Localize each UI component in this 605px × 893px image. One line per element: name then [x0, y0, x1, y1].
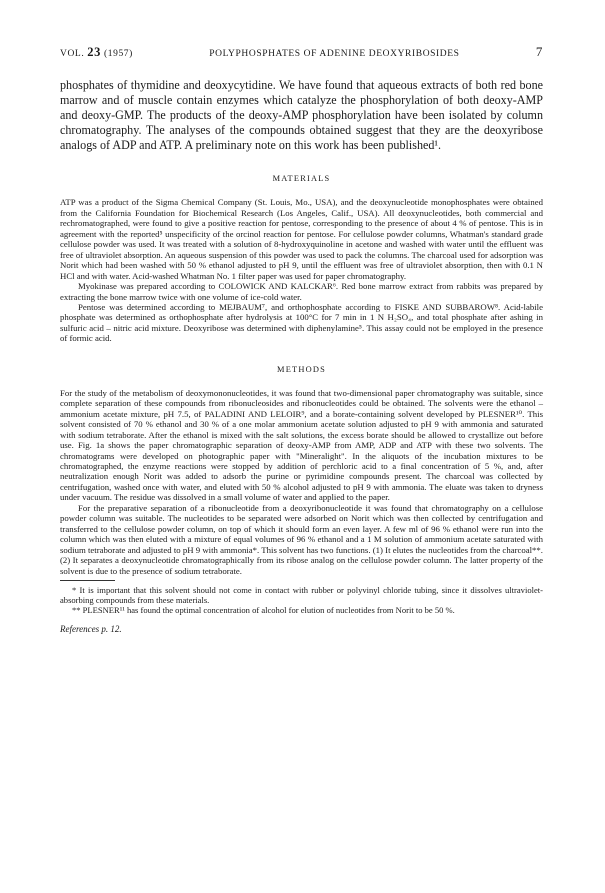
methods-heading: METHODS: [277, 364, 326, 374]
materials-paragraph: ATP was a product of the Sigma Chemical Company (St. Louis, Mo., USA), and the deoxynucleotide monophosphates were obtained from the California Foundation for Biochemical Research (Los Angeles, Calif., USA). All deoxynucleotides, both commercial and rechromatographed, were found to give a positive reaction for pentose, corresponding to the presence of about 4 % of pentose. This is in agreement with the reported⁵ unspecificity of the orcinol reaction for pentose. For cellulose powder columns, Whatman's standard grade cellulose powder was used. It was treated with a solution of 8-hydroxyquinoline in acetone and washed with water until the effluent was free of ultraviolet absorption. An aqueous suspension of this powder was used to pack the columns. The charcoal used for adsorption was Norit which had been washed with 50 % ethanol adjusted to pH 9, until the effluent was free of ultraviolet absorption, then with 0.1 N HCl and with water. Acid-washed Whatman No. 1 filter paper was used for paper chromatography.: [60, 197, 543, 281]
footnote-divider: [60, 580, 115, 581]
volume-info: [60, 45, 133, 60]
running-title: POLYPHOSPHATES OF ADENINE DEOXYRIBOSIDES: [209, 49, 460, 59]
references-note: References p. 12.: [60, 623, 122, 634]
materials-paragraph: Pentose was determined according to MEJBAUM⁷, and orthophosphate according to FISKE AND SUBBAROW⁸. Acid-labile phosphate was determined as orthophosphate after hydrolysis at 100°C for 7 min in 1 N H₂SO₄, and total phosphate after ashing in sulfuric acid – nitric acid mixture. Deoxyribose was determined with diphenylamine⁵. This assay could not be employed in the presence of formic acid.: [60, 302, 543, 344]
running-header: [60, 44, 543, 60]
volume-prefix: VOL.: [60, 49, 85, 59]
intro-paragraph: phosphates of thymidine and deoxycytidine. We have found that aqueous extracts of both red bone marrow and of muscle contain enzymes which catalyze the phosphorylation of both deoxy-AMP and deoxy-GMP. The products of the deoxy-AMP phosphorylation have been isolated by column chromatography. The analyses of the compounds obtained suggest that they are the deoxyribose analogs of ADP and ATP. A preliminary note on this work has been published¹.: [60, 78, 543, 153]
footnote: ** PLESNER¹¹ has found the optimal concentration of alcohol for elution of nucleotides from Norit to be 50 %.: [72, 605, 455, 616]
volume-year: (1957): [103, 49, 133, 59]
footnote: * It is important that this solvent should not come in contact with rubber or polyvinyl chloride tubing, since it dissolves ultraviolet-absorbing compounds from these materials.: [60, 584, 543, 606]
materials-heading: MATERIALS: [272, 174, 331, 184]
methods-section: [60, 388, 543, 576]
page-number: 7: [535, 44, 543, 59]
footnotes: [60, 580, 543, 616]
materials-paragraph: Myokinase was prepared according to COLOWICK AND KALCKAR⁶. Red bone marrow extract from rabbits was prepared by extracting the bone marrow twice with one volume of ice-cold water.: [60, 281, 543, 302]
methods-paragraph: For the preparative separation of a ribonucleotide from a deoxyribonucleotide it was found that chromatography on a cellulose powder column was suitable. The nucleotides to be separated were adsorbed on Norit which was then collected by centrifugation and transferred to the cellulose powder column, on top of which it should form an even layer. A few ml of 96 % ethanol were run into the column which was then eluted with a mixture of equal volumes of 96 % ethanol and a 1 M solution of ammonium acetate saturated with sodium tetraborate and adjusted to pH 9 with ammonia*. This solvent has two functions. (1) It elutes the nucleotides from the charcoal**. (2) It separates a deoxynucleotide chromatographically from its ribose analog on the cellulose powder column. The latter property of the solvent is due to the presence of sodium tetraborate.: [60, 502, 543, 576]
materials-section: [60, 197, 543, 343]
methods-paragraph: For the study of the metabolism of deoxymononucleotides, it was found that two-dimensional paper chromatography was suitable, since complete separation of these compounds from ribonucleosides and ribonucleotides could be obtained. The solvents were the ethanol – ammonium acetate mixture, pH 7.5, of PALADINI AND LELOIR⁹, and a borate-containing solvent developed by PLESNER¹⁰. This solvent consisted of 70 % ethanol and 30 % of a one molar ammonium acetate solution adjusted to pH 9 with ammonia and saturated with sodium tetraborate. After the ethanol is mixed with the salt solutions, the excess borate should be allowed to crystallize out before use. Fig. 1a shows the paper chromatographic separation of deoxy-AMP from AMP, ADP and ATP with these two solvents. The chromatograms were developed on photographic paper with "Mineralight". In the aliquots of the incubation mixtures to be chromatographed, the enzyme reactions were stopped by addition of perchloric acid to a final concentration of 5 %, and, after neutralization enough Norit was added to adsorb the purine or pyrimidine compounds present. The charcoal was collected by centrifugation, washed once with water, and eluted with 50 % alcohol adjusted to pH 9 with ammonia. The eluate was taken to dryness under vacuum. The residue was dissolved in a small volume of water and applied to the paper.: [60, 387, 543, 503]
page: [60, 44, 543, 634]
volume-number: 23: [87, 45, 101, 59]
